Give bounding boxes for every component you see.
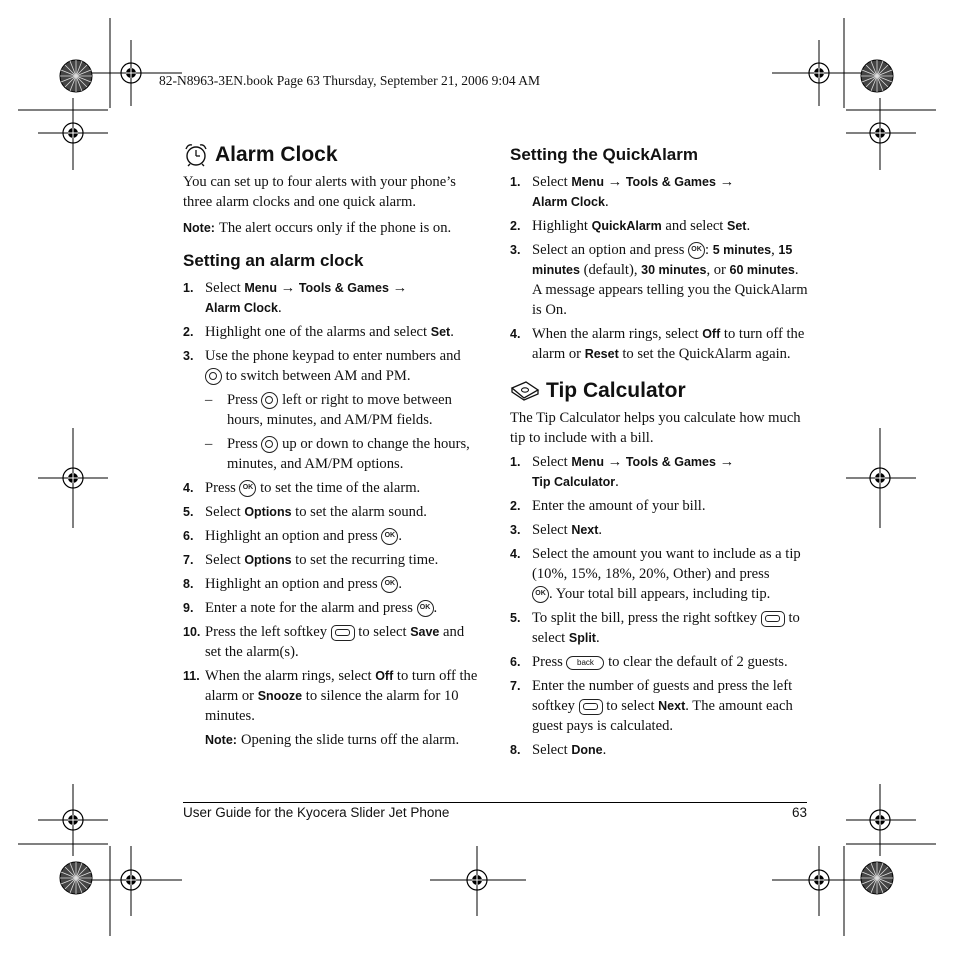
alarm-note: Note: The alert occurs only if the phone is on. (183, 220, 452, 236)
alarm-clock-icon (183, 143, 209, 167)
footer-title: User Guide for the Kyocera Slider Jet Phone (183, 805, 450, 820)
list-item: 6. Highlight an option and press OK . (183, 528, 402, 544)
list-item: 8. Select Done. (510, 742, 607, 758)
list-item: – Press up or down to change the hours, minutes, and AM/PM options. (205, 436, 470, 472)
list-item: 5. Select Options to set the alarm sound. (183, 504, 427, 520)
left-softkey-icon (579, 699, 603, 715)
tip-steps (510, 452, 810, 760)
list-item: – Press left or right to move between hours, minutes, and AM/PM fields. (205, 392, 452, 428)
footer-divider (183, 802, 807, 803)
left-softkey-icon (331, 625, 355, 641)
list-item: 3. Select Next. (510, 522, 603, 538)
tip-intro: The Tip Calculator helps you calculate how much tip to include with a bill. (510, 410, 801, 446)
right-softkey-icon (761, 611, 785, 627)
list-item: 2. Highlight QuickAlarm and select Set. (510, 218, 751, 234)
list-item: 9. Enter a note for the alarm and press OK . (183, 600, 438, 616)
tip-calculator-icon (510, 380, 540, 402)
list-item: 7. Select Options to set the recurring time. (183, 552, 439, 568)
list-item: 10. Press the left softkey to select Save and set the alarm(s). (183, 624, 465, 660)
right-column (510, 142, 810, 764)
quickalarm-steps (510, 172, 810, 364)
list-item: 4. Press OK to set the time of the alarm. (183, 480, 421, 496)
list-item: 4. When the alarm rings, select Off to turn off the alarm or Reset to set the QuickAlarm again. (510, 326, 805, 362)
ok-key-icon: OK (688, 242, 705, 259)
list-item: 2. Highlight one of the alarms and select Set. (183, 324, 454, 340)
navigation-key-icon (261, 436, 278, 453)
list-item: 2. Enter the amount of your bill. (510, 498, 706, 514)
alarm-intro: You can set up to four alerts with your phone’s three alarm clocks and one quick alarm. (183, 174, 456, 210)
back-key-icon: back (566, 656, 604, 670)
page-number: 63 (791, 805, 807, 820)
ok-key-icon: OK (417, 600, 434, 617)
navigation-key-icon (261, 392, 278, 409)
tip-calculator-title: Tip Calculator (546, 379, 686, 402)
alarm-steps (183, 278, 483, 726)
list-item: 11. When the alarm rings, select Off to turn off the alarm or Snooze to silence the alarm for 10 minutes. (183, 668, 478, 724)
list-item: 1. Select Menu → Tools & Games → Alarm Clock. (510, 174, 735, 210)
alarm-clock-heading (183, 142, 483, 168)
ok-key-icon: OK (381, 528, 398, 545)
setting-alarm-heading: Setting an alarm clock (183, 251, 364, 270)
list-item: 8. Highlight an option and press OK . (183, 576, 402, 592)
list-item: 3. Use the phone keypad to enter numbers and to switch between AM and PM. – Press left or right to move between hours, minutes, and AM/PM fields. – Press up or down to change the hours, minutes, and AM/PM options. (183, 346, 483, 474)
list-item: 1. Select Menu → Tools & Games → Tip Calculator. (510, 454, 735, 490)
list-item: 3. Select an option and press OK : 5 minutes, 15 minutes (default), 30 minutes, or 60 minutes. A message appears telling you the QuickAlarm is On. (510, 242, 808, 318)
list-item: 1. Select Menu → Tools & Games → Alarm Clock. (183, 280, 408, 316)
list-item: 4. Select the amount you want to include as a tip (10%, 15%, 18%, 20%, Other) and press OK . Your total bill appears, including tip. (510, 546, 801, 602)
navigation-key-icon (205, 368, 222, 385)
alarm-clock-section (183, 142, 483, 750)
list-item: 5. To split the bill, press the right softkey to select Split. (510, 610, 800, 646)
ok-key-icon: OK (532, 586, 549, 603)
ok-key-icon: OK (239, 480, 256, 497)
list-item: 6. Press back to clear the default of 2 guests. (510, 654, 788, 670)
alarm-clock-title: Alarm Clock (215, 143, 338, 166)
quickalarm-heading: Setting the QuickAlarm (510, 145, 698, 164)
book-header: 82-N8963-3EN.book Page 63 Thursday, September 21, 2006 9:04 AM (159, 73, 540, 88)
list-item: 7. Enter the number of guests and press the left softkey to select Next. The amount each guest pays is calculated. (510, 678, 793, 734)
ok-key-icon: OK (381, 576, 398, 593)
tip-calculator-heading (510, 378, 810, 404)
alarm-note-2: Note: Opening the slide turns off the alarm. (205, 732, 460, 748)
